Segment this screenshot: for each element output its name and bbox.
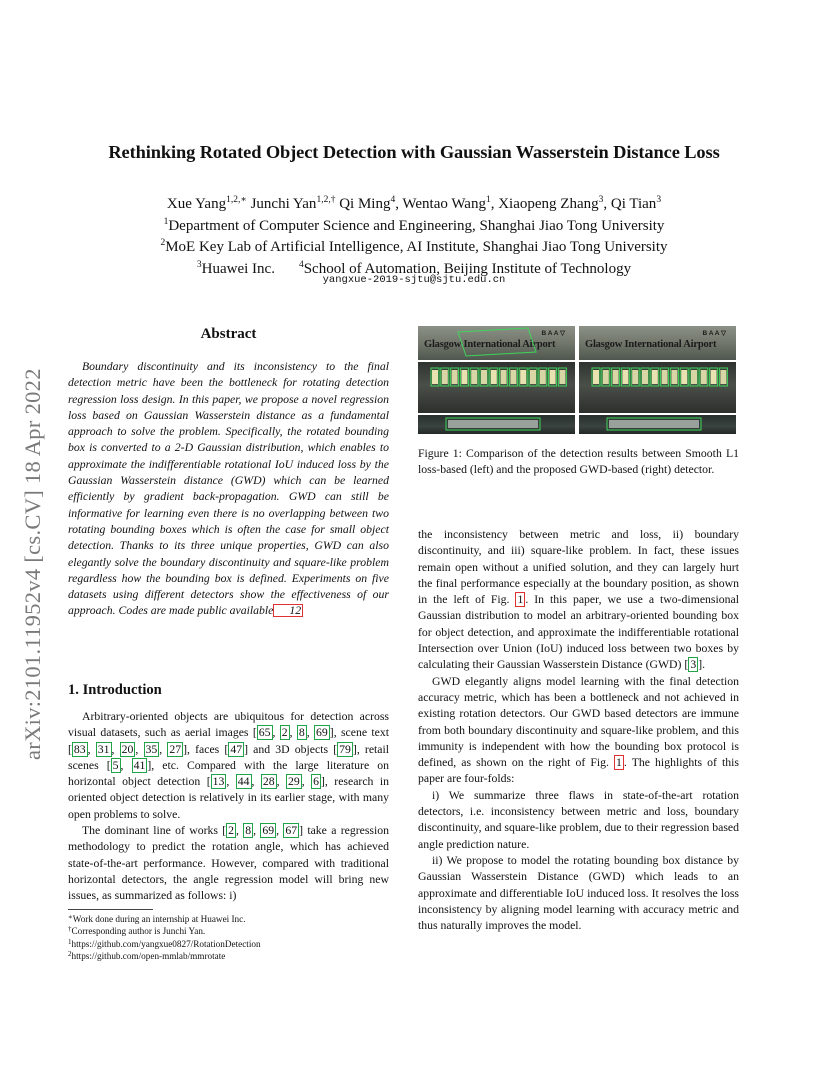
sign-airport-text: Glasgow International Airport bbox=[585, 339, 717, 350]
text-run: Arbitrary-oriented objects are ubiquitous for detection across visual datasets, such as aerial images [ bbox=[68, 710, 389, 740]
vehicle-mark bbox=[550, 370, 556, 384]
vehicle-mark bbox=[461, 370, 467, 384]
citation-link[interactable]: 8 bbox=[245, 824, 252, 838]
footnote bbox=[68, 925, 389, 937]
vehicle-mark bbox=[593, 370, 599, 384]
vehicle-mark bbox=[691, 370, 697, 384]
footnote-text: Corresponding author is Junchi Yan. bbox=[71, 926, 206, 937]
affiliation-text: MoE Key Lab of Artificial Intelligence, AI Institute, Shanghai Jiao Tong University bbox=[165, 239, 668, 255]
footnotes bbox=[68, 913, 389, 963]
paragraph: i) We summarize three flaws in state-of-the-art rotation detectors, i.e. inconsistency between metric and loss, boundary discontinuity, and square-like problem, due to their regression based angle prediction nature. bbox=[418, 788, 739, 851]
citation-link[interactable]: 69 bbox=[262, 824, 275, 838]
text-run: ] take a regression methodology to predict the rotation angle, which has achieved state-of-the-art performance. However, compared with traditional horizontal detectors, the angle regression model will bring new issues, as summarized as follows: i) bbox=[68, 824, 389, 903]
vehicle-mark bbox=[481, 370, 487, 384]
footnote bbox=[68, 913, 389, 925]
affil-mark: 4 bbox=[298, 259, 304, 270]
affiliation-text: Department of Computer Science and Engineering, Shanghai Jiao Tong University bbox=[168, 217, 665, 234]
citation-link[interactable]: 3 bbox=[690, 658, 697, 672]
figure-link[interactable]: 1 bbox=[517, 593, 524, 607]
author-affil-mark: 3 bbox=[598, 195, 604, 205]
footnote-mark: 2 bbox=[68, 950, 72, 959]
citation-link[interactable]: 2 bbox=[281, 726, 288, 740]
text-run: . In this paper, we use a two-dimensional Gaussian distribution to model an arbitrary-oriented bounding box for object detection, and approximate the indifferentiable rotational Intersection over Union (IoU) induced loss between two boxes by calculating their Gaussian Wasserstein Distance (GWD) [ bbox=[418, 593, 739, 672]
vehicle-mark bbox=[652, 370, 658, 384]
footnote bbox=[68, 950, 389, 962]
footnote-mark: † bbox=[68, 925, 72, 934]
author-name: Qi Ming bbox=[335, 196, 391, 212]
vehicle-mark bbox=[510, 370, 516, 384]
citation-link[interactable]: 79 bbox=[339, 742, 351, 756]
author-name: Xue Yang bbox=[166, 196, 227, 212]
citation-link[interactable]: 31 bbox=[97, 742, 110, 756]
citation-link[interactable]: 20 bbox=[121, 742, 134, 756]
citation-link[interactable]: 67 bbox=[285, 824, 298, 838]
figure-link[interactable]: 1 bbox=[616, 756, 622, 770]
abstract-heading: Abstract bbox=[200, 326, 257, 342]
citation-link[interactable]: 35 bbox=[145, 742, 158, 756]
vehicle-mark bbox=[471, 370, 477, 384]
citation-link[interactable]: 2 bbox=[228, 824, 235, 838]
sign-small-text: B A A ▽ bbox=[702, 330, 726, 337]
text-run: ], scene text [ bbox=[68, 726, 390, 756]
sign-airport-text: Glasgow International Airport bbox=[424, 339, 556, 350]
vehicle-mark bbox=[501, 370, 507, 384]
sign-small-text: B A A ▽ bbox=[541, 330, 565, 337]
author-affil-mark: 4 bbox=[390, 195, 396, 205]
citation-link[interactable]: 41 bbox=[133, 758, 146, 772]
vehicle-mark bbox=[540, 370, 546, 384]
vehicle-mark bbox=[520, 370, 526, 384]
paper-title: Rethinking Rotated Object Detection with Gaussian Wasserstein Distance Loss bbox=[108, 142, 720, 162]
vehicle-mark bbox=[701, 370, 707, 384]
text-run: . The highlights of this paper are four-folds: bbox=[418, 756, 739, 786]
text-run: GWD elegantly aligns model learning with the final detection accuracy metric, which has been a bottleneck and not achieved in existing rotation detectors. Our GWD based detectors are immune from both boundary discontinuity and square-like problem, and this immunity is independent with how the bounding box protocol is defined, as shown on the right of Fig. bbox=[418, 674, 739, 770]
paragraph: ii) We propose to model the rotating bounding box distance by Gaussian Wasserstein Distance (GWD) which leads to an approximate and differentiable IoU induced loss. It resolves the loss inconsistency by aligning model learning with accuracy metric and thus naturally improves the model. bbox=[418, 853, 739, 933]
author-affil-mark: 1,2,† bbox=[316, 195, 336, 205]
citation-link[interactable]: 5 bbox=[112, 758, 119, 772]
citation-link[interactable]: 8 bbox=[298, 726, 305, 740]
footnote-divider bbox=[68, 909, 153, 910]
text-run: the inconsistency between metric and loss, ii) boundary discontinuity, and iii) square-like problem. In fact, these issues remain open without a unified solution, and they can largely hurt the final performance especially at the boundary position, as shown in the left of Fig. bbox=[418, 528, 739, 607]
vehicle-mark bbox=[720, 370, 726, 384]
footnote-text: Work done during an internship at Huawei Inc. bbox=[72, 914, 246, 924]
text-run: ]. bbox=[698, 658, 706, 672]
affiliation-line bbox=[0, 216, 828, 238]
detection-boxes-overlay bbox=[418, 326, 739, 434]
affiliation-line bbox=[0, 237, 828, 259]
ship-mark bbox=[609, 420, 699, 428]
citation-link[interactable]: 47 bbox=[230, 742, 243, 756]
vehicle-mark bbox=[642, 370, 648, 384]
vehicle-mark bbox=[432, 370, 438, 384]
citation-link[interactable]: 83 bbox=[73, 742, 86, 756]
text-run: The dominant line of works [ bbox=[82, 824, 227, 838]
text-run: ] and 3D objects [ bbox=[244, 742, 338, 756]
affiliation-text: School of Automation, Beijing Institute of Technology bbox=[303, 260, 632, 277]
abstract-body bbox=[68, 359, 389, 620]
affiliation-text: Huawei Inc. bbox=[201, 260, 275, 277]
section-heading-introduction: 1. Introduction bbox=[68, 682, 162, 698]
author-affil-mark: 1,2,∗ bbox=[226, 195, 247, 205]
footnote-link[interactable]: https://github.com/yangxue0827/RotationDetection bbox=[71, 938, 261, 949]
vehicle-mark bbox=[662, 370, 668, 384]
author-name: Junchi Yan bbox=[246, 196, 317, 212]
paragraph: Arbitrary-oriented objects are ubiquitous for detection across visual datasets, such as aerial images [ 65 , 2 , 8 , 69 ], scene text [ 83 , 31 , 20 , 35 , 27 ], faces [ 47 ] and 3D objects [ 79 ], retail scenes [ 5 , 41 ], etc. Compared with the large literature on horizontal object detection [ 13 , 44 , 28 , 29 , 6 ], research in oriented object detection is relatively in its earlier stage, with many open problems to solve. bbox=[68, 710, 390, 821]
citation-link[interactable]: 27 bbox=[169, 742, 182, 756]
author-name: , Wentao Wang bbox=[395, 196, 486, 212]
paragraph bbox=[418, 527, 739, 674]
right-column-body bbox=[418, 527, 739, 934]
vehicle-mark bbox=[671, 370, 677, 384]
vehicle-mark bbox=[603, 370, 609, 384]
citation-link[interactable]: 6 bbox=[313, 775, 320, 789]
footnote-mark: 1 bbox=[68, 937, 72, 946]
citation-link[interactable]: 29 bbox=[288, 775, 300, 789]
citation-link[interactable]: 69 bbox=[316, 726, 328, 740]
author-affil-mark: 1 bbox=[485, 195, 491, 205]
author-affil-mark: 3 bbox=[656, 195, 662, 205]
vehicle-mark bbox=[681, 370, 687, 384]
vehicle-mark bbox=[452, 370, 458, 384]
affil-mark: 2 bbox=[160, 238, 166, 248]
author-name: , Xiaopeng Zhang bbox=[490, 196, 599, 212]
citation-link[interactable]: 65 bbox=[258, 726, 271, 740]
footnote-link[interactable]: https://github.com/open-mmlab/mmrotate bbox=[71, 951, 226, 962]
vehicle-mark bbox=[442, 370, 448, 384]
citation-link[interactable]: 44 bbox=[237, 775, 250, 789]
detection-box bbox=[458, 328, 536, 356]
affil-mark: 3 bbox=[196, 259, 202, 270]
author-email[interactable]: yangxue-2019-sjtu@sjtu.edu.cn bbox=[322, 274, 506, 286]
footnote-link[interactable]: 12 bbox=[273, 604, 303, 617]
citation-link[interactable]: 28 bbox=[262, 775, 275, 789]
vehicle-mark bbox=[559, 370, 565, 384]
text-run: ], faces [ bbox=[183, 742, 229, 756]
author-block bbox=[0, 194, 828, 280]
vehicle-mark bbox=[613, 370, 619, 384]
affil-mark: 1 bbox=[163, 216, 169, 227]
vehicle-mark bbox=[711, 370, 717, 384]
footnote bbox=[68, 938, 389, 950]
introduction-body bbox=[68, 709, 389, 905]
text-run: ], retail scenes [ bbox=[68, 742, 390, 772]
author-name: , Qi Tian bbox=[603, 196, 657, 212]
text-run: ], etc. Compared with the large literature on horizontal object detection [ bbox=[68, 758, 389, 789]
arxiv-identifier: arXiv:2101.11952v4 [cs.CV] 18 Apr 2022 bbox=[20, 368, 45, 760]
abstract-text: Boundary discontinuity and its inconsistency to the final detection metric have been the bottleneck for rotating detection regression loss design. In this paper, we propose a novel regression loss based on Gaussian Wasserstein distance as a fundamental approach to solve the problem. Specifically, the rotated bounding box is converted to a 2-D Gaussian distribution, which enables to approximate the indifferentiable rotational IoU induced loss by the Gaussian Wasserstein distance (GWD) which can be learned efficiently by gradient back-propagation. GWD can still be informative for learning even there is no overlapping between two rotating bounding boxes which is often the case for small object detection. Thanks to its three unique properties, GWD can also elegantly solve the boundary discontinuity and square-like problem regardless how the bounding box is defined. Experiments on five datasets using different detectors show the effectiveness of our approach. Codes are made public available bbox=[68, 360, 389, 618]
paragraph: The dominant line of works [ 2 , 8 , 69 , 67 ] take a regression methodology to predict the rotation angle, which has achieved state-of-the-art performance. However, compared with traditional horizontal detectors, the angle regression model will bring new issues, as summarized as follows: i) bbox=[68, 824, 389, 903]
author-names bbox=[0, 194, 828, 216]
figure-1 bbox=[418, 326, 739, 434]
citation-link[interactable]: 13 bbox=[212, 775, 225, 789]
paragraph bbox=[418, 674, 739, 788]
vehicle-mark bbox=[530, 370, 536, 384]
vehicle-mark bbox=[632, 370, 638, 384]
footnote-mark: ∗ bbox=[68, 913, 73, 921]
vehicle-mark bbox=[622, 370, 628, 384]
text-run: ], research in oriented object detection is relatively in its earlier stage, with many open problems to solve. bbox=[68, 775, 390, 821]
vehicle-mark bbox=[491, 370, 497, 384]
figure-caption: Figure 1: Comparison of the detection results between Smooth L1 loss-based (left) and the proposed GWD-based (right) detector. bbox=[418, 447, 739, 477]
ship-mark bbox=[448, 420, 538, 428]
